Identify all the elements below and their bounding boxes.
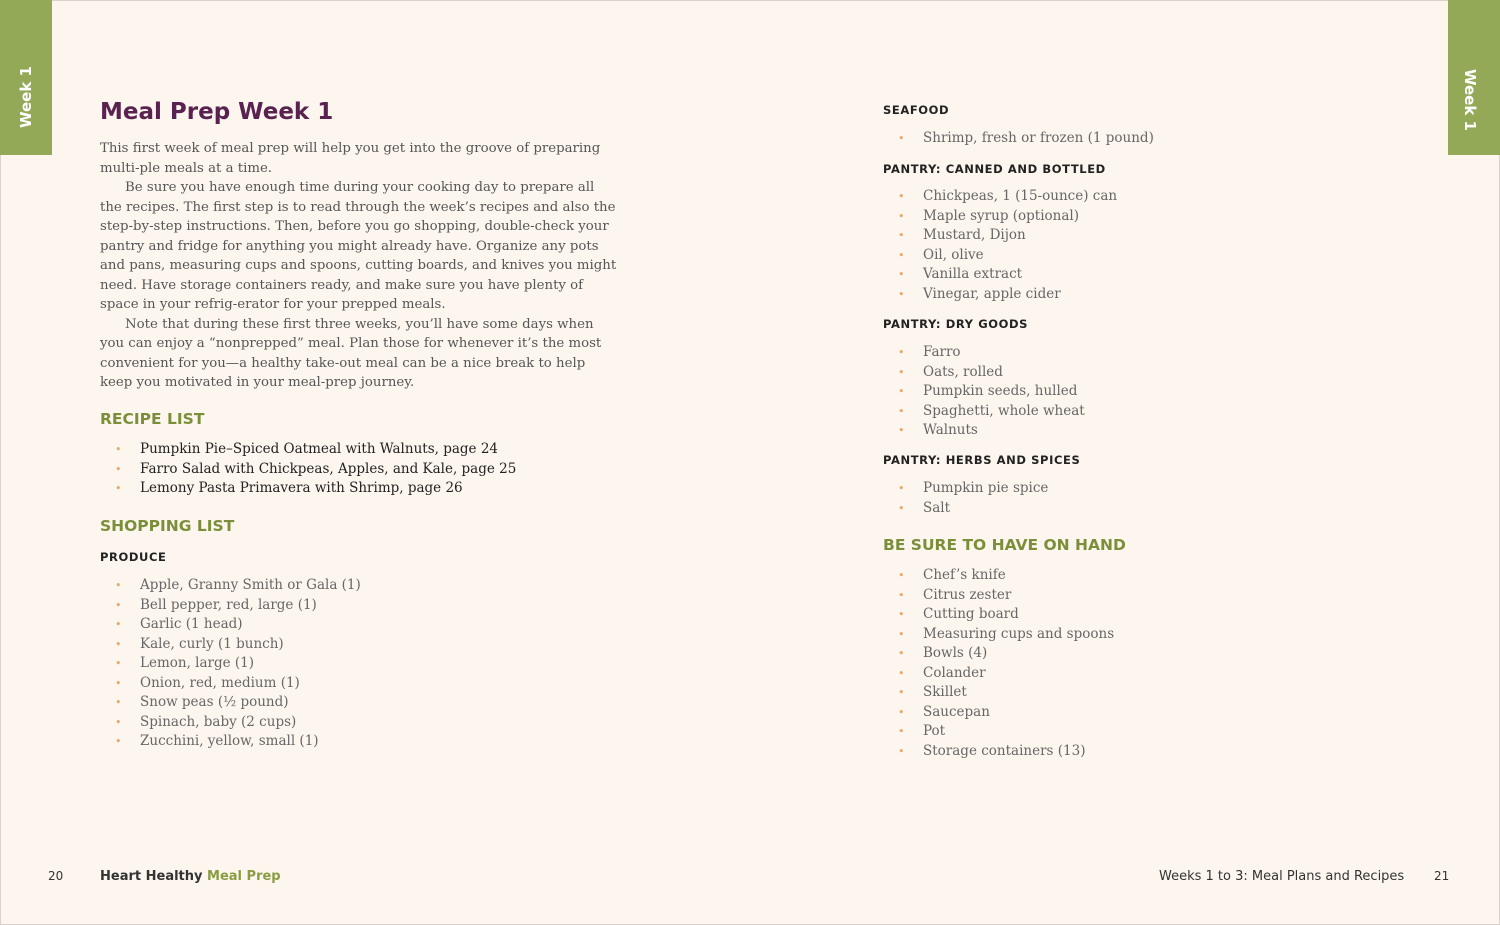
produce-heading: PRODUCE [100,550,167,564]
list-item: • Maple syrup (optional) [883,207,1117,227]
list-item: • Spinach, baby (2 cups) [100,713,361,733]
seafood-list [883,129,1154,149]
list-item: • Oats, rolled [883,363,1085,383]
produce-list [100,576,361,752]
list-item: • Chickpeas, 1 (15-ounce) can [883,187,1117,207]
list-item: • Mustard, Dijon [883,226,1117,246]
list-item: • Garlic (1 head) [100,615,361,635]
list-item: • Colander [883,664,1114,684]
list-item: • Snow peas (½ pound) [100,693,361,713]
list-item: • Shrimp, fresh or frozen (1 pound) [883,129,1154,149]
pantry-herbs-list [883,479,1048,518]
list-item: • Cutting board [883,605,1114,625]
week-tab-left [0,0,52,155]
list-item: • Spaghetti, whole wheat [883,402,1085,422]
list-item: • Pot [883,722,1114,742]
book-title [100,869,281,884]
list-item: • Bell pepper, red, large (1) [100,596,361,616]
list-item: • Kale, curly (1 bunch) [100,635,361,655]
list-item: • Salt [883,499,1048,519]
book-title-main: Heart Healthy [100,869,203,884]
list-item: • Onion, red, medium (1) [100,674,361,694]
list-item: • Skillet [883,683,1114,703]
intro-paragraph: Be sure you have enough time during your cooking day to prepare all the recipes. The first step is to read through the week’s recipes and also the step-by-step instructions. Then, before you go shopping, double-check your pantry and fridge for anything you might already have. Organize any pots and pans, measuring cups and spoons, cutting boards, and knives you might need. Have storage containers ready, and make sure you have plenty of space in your refrig-erator for your prepped meals. [100,180,617,312]
list-item: • Bowls (4) [883,644,1114,664]
on-hand-list [883,566,1114,761]
list-item: • Citrus zester [883,586,1114,606]
pantry-dry-heading: PANTRY: DRY GOODS [883,317,1029,331]
recipe-list [100,440,516,499]
list-item: • Vanilla extract [883,265,1117,285]
week-tab-right [1448,0,1500,155]
recipe-list-heading: RECIPE LIST [100,410,205,428]
pantry-dry-list [883,343,1085,441]
list-item: • Lemony Pasta Primavera with Shrimp, page 26 [100,479,516,499]
seafood-heading: SEAFOOD [883,103,950,117]
shopping-list-heading: SHOPPING LIST [100,517,235,535]
on-hand-heading: BE SURE TO HAVE ON HAND [883,536,1126,554]
intro-paragraph: Note that during these first three weeks, you’ll have some days when you can enjoy a “nonprepped” meal. Plan those for whenever it’s the most convenient for you—a healthy take-out meal can be a nice break to help keep you motivated in your meal-prep journey. [100,316,602,390]
list-item: • Chef’s knife [883,566,1114,586]
list-item: • Apple, Granny Smith or Gala (1) [100,576,361,596]
list-item: • Farro [883,343,1085,363]
pantry-canned-heading: PANTRY: CANNED AND BOTTLED [883,162,1106,176]
list-item: • Vinegar, apple cider [883,285,1117,305]
list-item: • Saucepan [883,703,1114,723]
chapter-title: Weeks 1 to 3: Meal Plans and Recipes [1159,869,1405,884]
intro-text [100,139,620,393]
page-title: Meal Prep Week 1 [100,99,334,125]
list-item: • Pumpkin pie spice [883,479,1048,499]
pantry-herbs-heading: PANTRY: HERBS AND SPICES [883,453,1081,467]
week-tab-label: Week 1 [1461,69,1479,131]
list-item: • Measuring cups and spoons [883,625,1114,645]
list-item: • Zucchini, yellow, small (1) [100,732,361,752]
list-item: • Lemon, large (1) [100,654,361,674]
list-item: • Pumpkin seeds, hulled [883,382,1085,402]
book-title-accent: Meal Prep [207,869,281,884]
pantry-canned-list [883,187,1117,304]
list-item: • Farro Salad with Chickpeas, Apples, and Kale, page 25 [100,460,516,480]
week-tab-label: Week 1 [17,66,35,128]
list-item: • Storage containers (13) [883,742,1114,762]
intro-paragraph: This first week of meal prep will help you get into the groove of preparing multi-ple meals at a time. [100,141,601,176]
page-number-left: 20 [48,869,64,883]
list-item: • Pumpkin Pie–Spiced Oatmeal with Walnuts, page 24 [100,440,516,460]
list-item: • Oil, olive [883,246,1117,266]
list-item: • Walnuts [883,421,1085,441]
page-number-right: 21 [1434,869,1450,883]
